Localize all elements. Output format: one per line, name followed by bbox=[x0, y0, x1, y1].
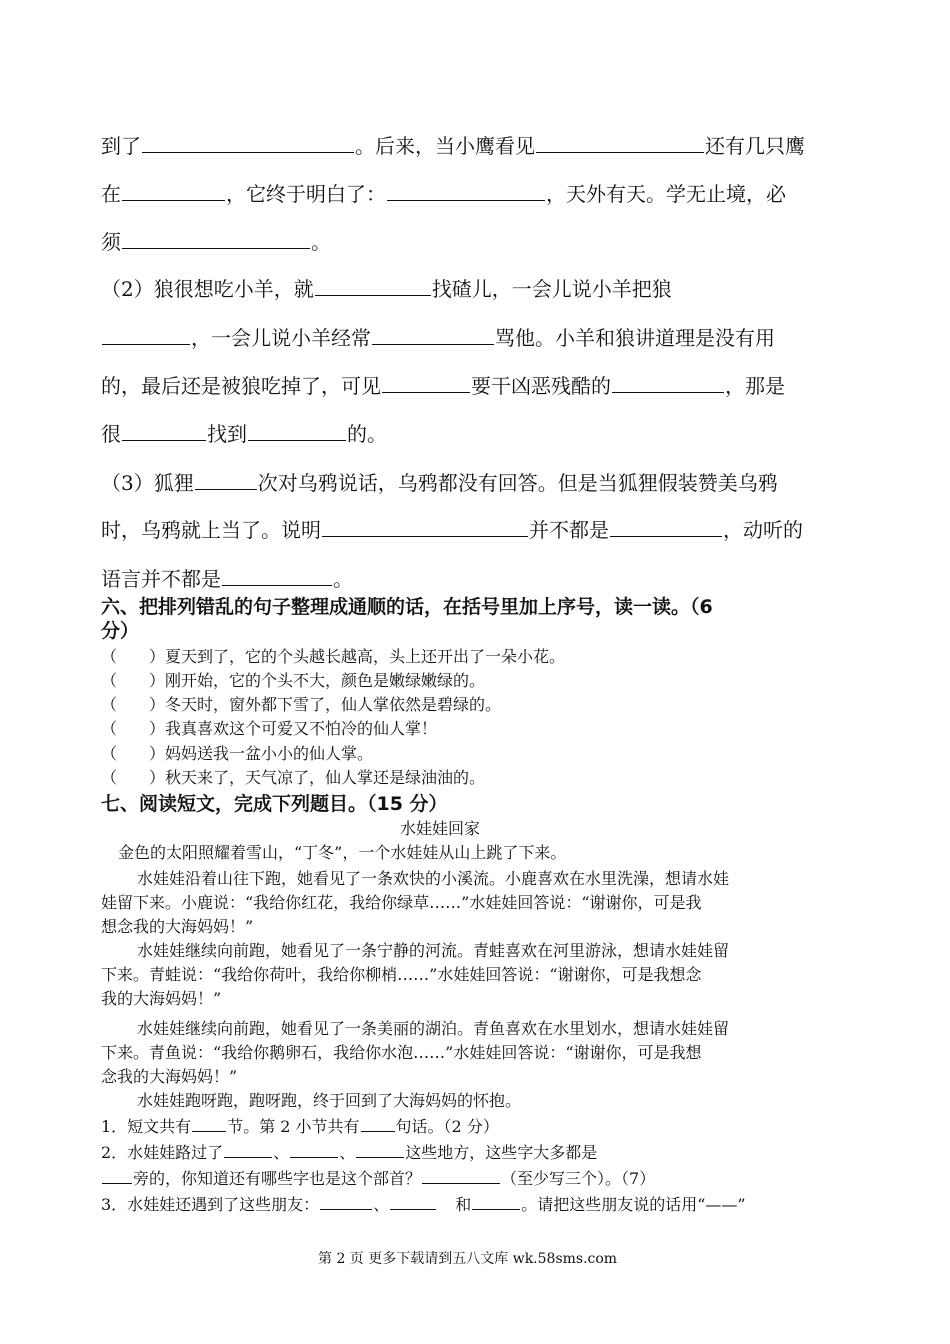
blank[interactable] bbox=[612, 376, 724, 393]
s5-p2-line4: 很 找到 的。 bbox=[101, 422, 387, 446]
blank[interactable] bbox=[390, 1195, 436, 1210]
blank[interactable] bbox=[102, 328, 190, 345]
s5-p1-line2: 在 ，它终于明白了： ，天外有天。学无止境，必 bbox=[101, 182, 786, 206]
blank[interactable] bbox=[320, 1195, 372, 1210]
section6-item: （ ）刚开始，它的个头不大，颜色是嫩绿嫩绿的。 bbox=[101, 671, 486, 690]
blank[interactable] bbox=[387, 184, 545, 201]
story-line: 水娃娃跑呀跑，跑呀跑，终于回到了大海妈妈的怀抱。 bbox=[137, 1091, 522, 1110]
story-line: 念我的大海妈妈！” bbox=[101, 1067, 238, 1086]
story-line: 娃留下来。小鹿说：“我给你红花，我给你绿草……”水娃娃回答说：“谢谢你，可是我 bbox=[101, 893, 702, 912]
section6-item: （ ）我真喜欢这个可爱又不怕冷的仙人掌！ bbox=[101, 719, 438, 738]
story-title: 水娃娃回家 bbox=[400, 819, 481, 838]
story-line: 下来。青蛙说：“我给你荷叶，我给你柳梢……”水娃娃回答说：“谢谢你，可是我想念 bbox=[101, 965, 702, 984]
blank[interactable] bbox=[536, 136, 704, 153]
s5-p3-line2: 时，乌鸦就上当了。说明 并不都是 ，动听的 bbox=[101, 518, 803, 542]
blank[interactable] bbox=[315, 279, 431, 296]
blank[interactable] bbox=[322, 520, 528, 537]
blank[interactable] bbox=[122, 184, 225, 201]
story-line: 水娃娃沿着山往下跑，她看见了一条欢快的小溪流。小鹿喜欢在水里洗澡，想请水娃 bbox=[137, 869, 730, 888]
section6-item: （ ）冬天时，窗外都下雪了，仙人掌依然是碧绿的。 bbox=[101, 695, 502, 714]
question-2-cont: 旁的，你知道还有哪些字也是这个部首？ （至少写三个）。（7） bbox=[101, 1166, 655, 1189]
blank[interactable] bbox=[610, 520, 722, 537]
question-1: 1．短文共有 节。第 2 小节共有 句话。（2 分） bbox=[101, 1117, 499, 1136]
blank[interactable] bbox=[472, 1195, 520, 1210]
blank[interactable] bbox=[248, 424, 346, 441]
s5-p3-line1: （3）狐狸 次对乌鸦说话，乌鸦都没有回答。但是当狐狸假装赞美乌鸦 bbox=[101, 471, 778, 495]
blank[interactable] bbox=[122, 232, 310, 249]
page-footer: 第 2 页 更多下载请到五八文库 wk.58sms.com bbox=[318, 1251, 618, 1267]
s5-p2-line2: ，一会儿说小羊经常 骂他。小羊和狼讲道理是没有用 bbox=[101, 322, 775, 351]
section6-item: （ ）妈妈送我一盆小小的仙人掌。 bbox=[101, 744, 374, 763]
s5-p1-line1: 到了 。后来，当小鹰看见 还有几只鹰 bbox=[101, 134, 805, 158]
blank[interactable] bbox=[192, 1117, 226, 1132]
blank[interactable] bbox=[382, 376, 470, 393]
blank[interactable] bbox=[356, 1143, 404, 1158]
blank[interactable] bbox=[102, 1169, 132, 1184]
blank[interactable] bbox=[372, 328, 494, 345]
story-line: 金色的太阳照耀着雪山，“丁冬”，一个水娃娃从山上跳了下来。 bbox=[118, 843, 567, 862]
s5-p1-line3: 须 。 bbox=[101, 230, 331, 254]
blank[interactable] bbox=[195, 473, 257, 490]
blank[interactable] bbox=[224, 1143, 272, 1158]
blank[interactable] bbox=[122, 424, 206, 441]
blank[interactable] bbox=[222, 569, 332, 586]
section7-heading: 七、阅读短文，完成下列题目。（15 分） bbox=[101, 793, 448, 815]
story-line: 想念我的大海妈妈！” bbox=[101, 917, 254, 936]
question-2: 2．水娃娃路过了 、 、 这些地方，这些字大多都是 bbox=[101, 1143, 598, 1162]
blank[interactable] bbox=[422, 1169, 500, 1184]
story-line: 我的大海妈妈！” bbox=[101, 989, 222, 1008]
story-line: 水娃娃继续向前跑，她看见了一条美丽的湖泊。青鱼喜欢在水里划水，想请水娃娃留 bbox=[137, 1019, 730, 1038]
question-3: 3．水娃娃还遇到了这些朋友： 、 和 。请把这些朋友说的话用“——” bbox=[101, 1195, 746, 1214]
section6-heading: 六、把排列错乱的句子整理成通顺的话，在括号里加上序号，读一读。（6 bbox=[101, 596, 713, 618]
blank[interactable] bbox=[361, 1117, 395, 1132]
s5-p3-line3: 语言并不都是 。 bbox=[101, 567, 353, 591]
s5-p2-line1: （2）狼很想吃小羊，就 找碴儿，一会儿说小羊把狼 bbox=[101, 277, 672, 301]
section6-item: （ ）夏天到了，它的个头越长越高，头上还开出了一朵小花。 bbox=[101, 647, 566, 666]
s5-p2-line3: 的，最后还是被狼吃掉了，可见 要干凶恶残酷的 ，那是 bbox=[101, 374, 785, 398]
section6-heading-cont: 分） bbox=[101, 620, 140, 642]
section6-item: （ ）秋天来了，天气凉了，仙人掌还是绿油油的。 bbox=[101, 768, 486, 787]
story-line: 下来。青鱼说：“我给你鹅卵石，我给你水泡……”水娃娃回答说：“谢谢你，可是我想 bbox=[101, 1043, 702, 1062]
blank[interactable] bbox=[290, 1143, 338, 1158]
blank[interactable] bbox=[142, 136, 354, 153]
story-line: 水娃娃继续向前跑，她看见了一条宁静的河流。青蛙喜欢在河里游泳，想请水娃娃留 bbox=[137, 941, 730, 960]
